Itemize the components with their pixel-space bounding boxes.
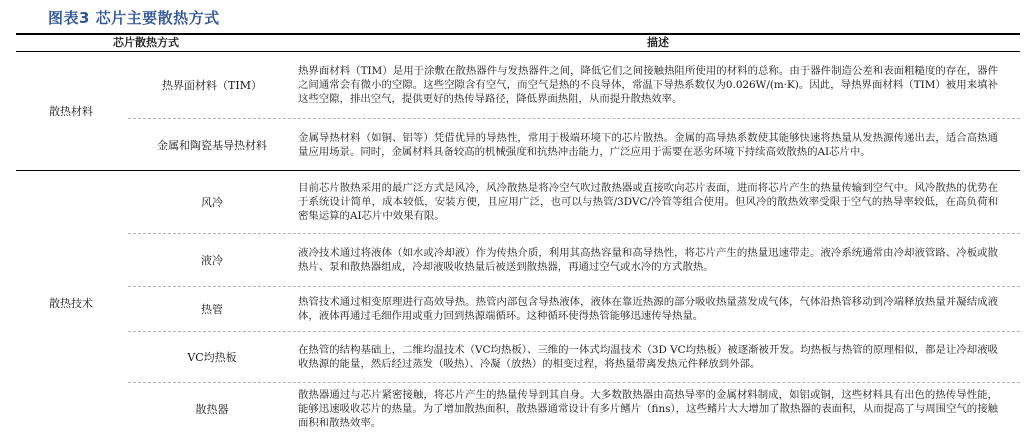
description-vapor-chamber: 在热管的结构基础上，二维均温技术（VC均热板）、三维的一体式均温技术（3D VC均热板）被逐渐被开发。均热板与热管的原理相似，都是让冷却液吸收热源的能量，然后经过蒸发（吸热）、冷凝（放热）的相变过程，将热量带离发热元件释放到外部。 [298, 344, 998, 370]
method-metal-ceramic: 金属和陶瓷基导热材料 [157, 138, 267, 152]
method-heat-pipe: 热管 [201, 303, 223, 316]
description-air-cooling: 目前芯片散热采用的最广泛方式是风冷，风冷散热是将冷空气吹过散热器或直接吹向芯片表面，进而将芯片产生的热量传输到空气中。风冷散热的优势在于系统设计简单，成本较低，安装方便，且应用广泛，也可以与热管/3DVC/冷管等组合使用。但风冷的散热效率受限于空气的热导率较低，在高负荷和密集运算的AI芯片中效果有限。 [298, 182, 998, 222]
header-description: 描述 [647, 36, 669, 49]
method-air-cooling: 风冷 [201, 196, 223, 209]
category-cooling-technology: 散热技术 [49, 297, 93, 310]
method-liquid-cooling: 液冷 [201, 254, 223, 267]
method-vapor-chamber: VC均热板 [187, 351, 237, 364]
method-tim: 热界面材料（TIM） [162, 79, 262, 92]
description-tim: 热界面材料（TIM）是用于涂敷在散热器件与发热器件之间，降低它们之间接触热阻所使用的材料的总称。由于器件制造公差和表面粗糙度的存在，器件之间通常会有微小的空隙。这些空隙含有空气，而空气是热的不良导体，常温下导热系数仅为0.026W/(m·K)。因此，导热界面材料（TIM）被用来填补这些空隙，排出空气，提供更好的热传导路径，降低界面热阻，从而提升散热效率。 [298, 65, 998, 105]
category-cooling-materials: 散热材料 [49, 105, 93, 118]
description-metal-ceramic: 金属导热材料（如铜、铝等）凭借优异的导热性，常用于极端环境下的芯片散热。金属的高导热系数使其能够快速将热量从发热源传递出去，适合高热通量应用场景。同时，金属材料具备较高的机械强度和抗热冲击能力，广泛应用于需要在恶劣环境下持续高效散热的AI芯片中。 [298, 131, 998, 158]
header-method: 芯片散热方式 [113, 36, 179, 49]
description-heat-pipe: 热管技术通过相变原理进行高效导热。热管内部包含导热液体，液体在靠近热源的部分吸收热量蒸发成气体，气体沿热管移动到冷端释放热量并凝结成液体，液体再通过毛细作用或重力回到热源端循环。这种循环使得热管能够迅速传导热量。 [298, 296, 998, 322]
description-heat-sink: 散热器通过与芯片紧密接触，将芯片产生的热量传导到其自身。大多数散热器由高热导率的金属材料制成，如铝或铜，这些材料具有出色的热传导性能，能够迅速吸收芯片的热量。为了增加散热面积，散热器通常设计有多片鳍片（fins），这些鳍片大大增加了散热器的表面积，从而提高了与周围空气的接触面积和散热效率。 [298, 389, 998, 429]
figure-title: 图表3 芯片主要散热方式 [48, 9, 220, 27]
description-liquid-cooling: 液冷技术通过将液体（如水或冷却液）作为传热介质，利用其高热容量和高导热性，将芯片产生的热量迅速带走。液冷系统通常由冷却液管路、冷板或散热片、泵和散热器组成，冷却液吸收热量后被送到散热器，再通过空气或水冷的方式散热。 [298, 247, 998, 273]
method-heat-sink: 散热器 [195, 403, 229, 416]
